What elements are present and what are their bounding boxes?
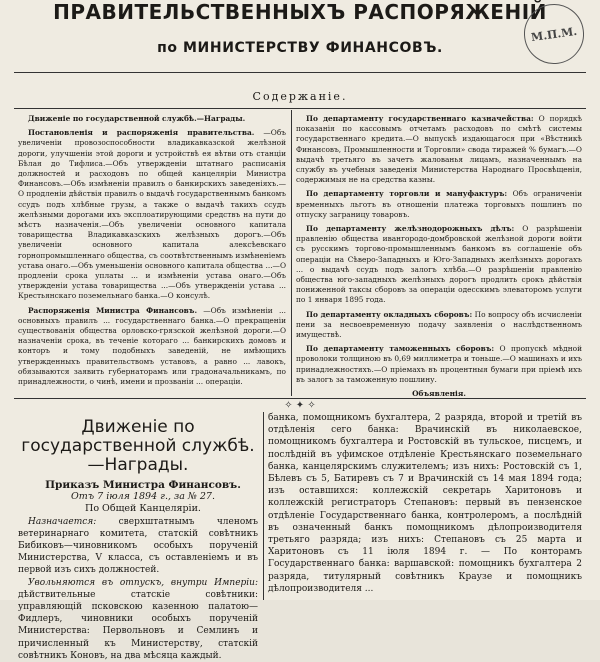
body-column-divider (263, 412, 264, 600)
article-left-column (18, 412, 258, 662)
article-paragraph (18, 577, 258, 662)
order-title: Приказъ Министра Финансовъ. (45, 479, 241, 491)
order-date: Отъ 7 іюля 1894 г., за № 27. (70, 491, 215, 503)
masthead-title: ПРАВИТЕЛЬСТВЕННЫХЪ РАСПОРЯЖЕНІЙ (53, 0, 547, 24)
department-heading: По Общей Канцеляріи. (85, 503, 201, 515)
contents-left-entry-heading: Распоряженія Министра Финансовъ. (28, 305, 198, 315)
contents-left-entry-heading: Движеніе по государственной службѣ.—Награды. (28, 114, 246, 123)
contents-title: Содержаніе. (252, 90, 348, 103)
contents-right-entry-text: О разрѣшеніи правленію общества ивангородо-домбровской желѣзной дороги войти съ русскимъ торгово-промышленнымъ банкомъ въ соглашеніе объ операціи на Сѣверо-Западныхъ и Юго-Западныхъ желѣзныхъ дорогахъ ... о выдачѣ ссудъ подъ залогъ хлѣба.—О разрѣшеніи правленію общества юго-западныхъ желѣзныхъ дорогъ продлить срокъ дѣйствія пониженной таксы сборовъ за операціи одесскимъ элеваторомъ услуги по 1 января 1895 года. (296, 224, 583, 305)
contents-right-column (296, 114, 582, 403)
masthead (14, 0, 586, 73)
article-left-paragraphs (18, 516, 258, 662)
contents-right-entry (296, 189, 582, 220)
section-title: Движеніе по государственной службѣ.—Награды. (21, 417, 255, 475)
contents-right-entry (296, 344, 582, 385)
masthead-subtitle: по МИНИСТЕРСТВУ ФИНАНСОВЪ. (157, 40, 443, 56)
contents-right-entry-text: О пропускѣ мѣдной проволоки толщиною въ 0,69 миллиметра и тоньше.—О машинахъ и ихъ принадлежностяхъ.—О пріемахъ въ процентныя бумаги при пріемѣ ихъ въ залогъ за таможенную пошлину. (296, 344, 582, 384)
paragraph-text: сверхштатнымъ членомъ ветеринарнаго комитета, статскій совѣтникъ Бибиковъ—чиновникомъ особыхъ порученій Министерства, V класса, съ оставленіемъ и въ первой изъ сихъ должностей. (18, 516, 258, 576)
paragraph-text: дѣйствительные статскіе совѣтники: управляющій псковскою казенною палатою—Фидлеръ, чиновники особыхъ порученій Министерства: Первольновъ и Семлинъ и причисленный къ Министерству, статскій совѣтникъ Коновъ, на два мѣсяца каждый. (18, 589, 258, 661)
contents-left-entry (18, 114, 286, 124)
section-divider (14, 398, 586, 399)
contents-right-entry-heading: По департаменту торговли и мануфактуръ: (306, 189, 508, 199)
contents-right-entry-heading: По департаменту желѣзнодорожныхъ дѣлъ: (306, 224, 515, 234)
contents-right-entry-text: Объ ограниченіи временныхъ льготъ въ отношеніи платежа торговыхъ пошлинъ по отпуску заграницу товаровъ. (296, 189, 582, 219)
contents-left-entry-text: —Объ увеличеніи провозоспособности владикавказской желѣзной дороги, улучшеніи этой дороги и устройствѣ ея вѣтви отъ станціи Бѣлая до Тифлиса.—Объ утвержденіи штатнаго расписанія должностей и расходовъ по общей канцеляріи Министра Финансовъ.—Объ измѣненіи правилъ о банкирскихъ заведеніяхъ.—О продленіи дѣйствія правилъ о выдачѣ государственнымъ банкомъ ссудъ подъ хлѣбные грузы, а также о выдачѣ такихъ ссудъ желѣзными дорогами ихъ эксплоатирующими средствъ на пути до мѣстъ назначенія.—Объ увеличеніи основного капитала товарищества Владикавказскихъ желѣзныхъ дорогъ.—Объ увеличеніи основного капитала алексѣевскаго горнопромышленнаго общества, съ соотвѣтственнымъ измѣненіемъ устава онаго.—Объ уменьшеніи основного капитала общества ...—О продленіи срока уплаты ... и измѣненіи устава онаго.—Объ утвержденіи устава товарищества ...—Объ утвержденіи устава ... Крестьянскаго поземельнаго банка.—О консулѣ. (18, 128, 287, 301)
ornament-divider-icon: ✧ ✦ ✧ (284, 400, 316, 411)
contents-right-entry-text: По вопросу объ исчисленіи пени за несвоевременную подачу заявленія о наслѣдственномъ имуществѣ. (296, 309, 582, 340)
contents-right-entry-heading: Объявленія. (412, 389, 466, 399)
contents-right-entry-heading: По департаменту таможенныхъ сборовъ: (306, 344, 495, 354)
stamp-text: М.П.М. (530, 24, 578, 44)
article-right-column (268, 412, 582, 595)
contents-left-entry (18, 128, 286, 301)
column-divider (291, 110, 292, 396)
contents-left-entry-text: —Объ измѣненіи ... основныхъ правилъ ... государственнаго банка.—О прекращеніи существованія общества орловско-грязской желѣзной дороги.—О назначеніи срока, въ теченіе котораго ... банкирскихъ домовъ и конторъ и тому подобныхъ заведеній, не имѣющихъ утвержденныхъ правительствомъ уставовъ, а равно ... лавокъ, обязываются заявить губернаторамъ или градоначальникамъ, по принадлежности, о чинѣ, имени и прозваніи ... операціи. (18, 305, 286, 387)
contents-right-entry-heading: По департаменту окладныхъ сборовъ: (306, 309, 473, 319)
contents-left-entry-heading: Постановленія и распоряженія правительства. (28, 128, 255, 138)
contents-left-entry (18, 306, 286, 388)
paragraph-lead: Увольняются въ отпускъ, внутри Имперіи: (28, 577, 258, 588)
contents-divider (14, 108, 586, 109)
contents-right-entry (296, 310, 582, 341)
contents-right-entry-text: О порядкѣ показанія по кассовымъ отчетамъ расходовъ по смѣтѣ системы государственнаго кредита.—О выпускѣ издающагося при «Вѣстникѣ Финансовъ, Промышленности и Торговли» свода тиражей % бумагъ.—О выдачѣ третьяго въ зачетъ жалованья лицамъ, назначеннымъ на службу въ учебныя заведенія Министерства Народнаго Просвѣщенія, содержимыя не на средства казны. (296, 114, 582, 185)
article-right-paragraph: банка, помощникомъ бухгалтера, 2 разряда, второй и третій въ отдѣленія сего банка: Врачинскій въ николаевское, помощникомъ бухгалтера и Ростовскій въ тульское, писцемъ, и послѣдній въ уфимское отдѣленіе Крестьянскаго поземельнаго банка, канцелярскимъ служителемъ; изъ нихъ: Ростовскій съ 1, Бѣлевъ съ 5, Батиревъ съ 7 и Врачинскій съ 14 мая 1894 года; изъ оставшихся: коллежскій секретарь Харитоновъ и коллежскій регистраторъ Степановъ: первый въ пензенское отдѣленіе Государственнаго банка, контролеромъ, а послѣдній въ означенный банкъ помощникомъ дѣлопроизводителя третьяго разряда; изъ нихъ: Степановъ съ 25 марта и Харитоновъ съ 11 іюля 1894 г. — По конторамъ Государственнаго банка: варшавской: помощникъ бухгалтера 2 разряда, титулярный совѣтникъ Краузе и помощникъ дѣлопроизводителя ... (268, 413, 582, 594)
contents-right-entry (296, 114, 582, 185)
contents-right-entry (296, 224, 582, 306)
paragraph-lead: Назначается: (28, 516, 97, 527)
contents-left-column (18, 114, 286, 391)
article-paragraph (18, 516, 258, 577)
contents-right-entry-heading: По департаменту государственнаго казначейства: (306, 114, 534, 123)
